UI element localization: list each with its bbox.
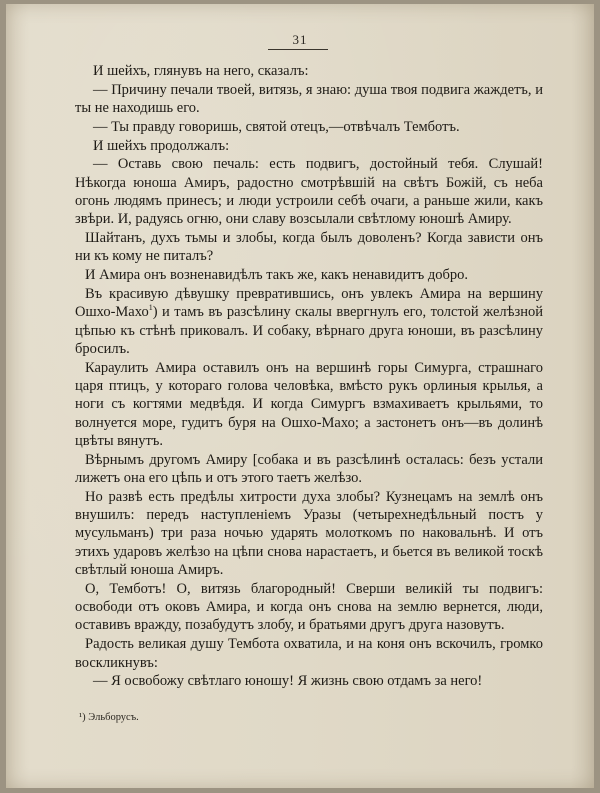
paragraph-text: Въ красивую дѣвушку превратившись, онъ увлекъ Амира на вершину Ошхо-Махо	[75, 286, 543, 321]
body-text	[75, 62, 543, 691]
paragraph: О, Темботъ! О, витязь благородный! Сверши великій ты подвигъ: освободи отъ оковъ Амира, и когда онъ снова на землю вернется, люди, оставивъ вражду, позабудутъ злобу, и братьями другъ друга назовутъ.	[75, 580, 543, 634]
paragraph: Караулить Амира оставилъ онъ на вершинѣ горы Симурга, страшнаго царя птицъ, у котораго голова человѣка, вмѣсто рукъ орлиныя крылья, а ноги съ когтями медвѣдя. И когда Симургъ взмахиваетъ крыльями, то волнуется море, гудитъ буря на Ошхо-Махо; а застонетъ онъ—въ долинѣ цвѣты вянутъ.	[75, 359, 543, 449]
paragraph: — Причину печали твоей, витязь, я знаю: душа твоя подвига жаждетъ, и ты не находишь его.	[75, 81, 543, 117]
paragraph: Вѣрнымъ другомъ Амиру [собака и въ разсѣлинѣ осталась: безъ устали лижетъ она его цѣпь и отъ этого таетъ желѣзо.	[75, 451, 543, 487]
paragraph: — Я освобожу свѣтлаго юношу! Я жизнь свою отдамъ за него!	[93, 673, 483, 690]
footnote-marker: ¹)	[79, 712, 86, 723]
footnote-text: Эльборусъ.	[88, 712, 139, 723]
paragraph: — Ты правду говоришь, святой отецъ,—отвѣчалъ Темботъ.	[93, 118, 460, 135]
paragraph-with-footnote	[75, 285, 543, 358]
footnote-reference: 1	[148, 303, 153, 313]
footnote	[79, 712, 139, 723]
page-number: 31	[292, 32, 308, 47]
book-page	[6, 4, 594, 788]
paragraph: Шайтанъ, духъ тьмы и злобы, когда былъ доволенъ? Когда зависти онъ ни къ кому не питалъ?	[75, 230, 543, 265]
paragraph-text: ) и тамъ въ разсѣлину скалы ввергнулъ его, толстой желѣзной цѣпью къ стѣнѣ приковалъ. И собаку, вѣрнаго друга юноши, въ разсѣлину бросилъ.	[75, 304, 543, 357]
paragraph: И Амира онъ возненавидѣлъ такъ же, какъ ненавидитъ добро.	[85, 267, 469, 284]
page-number-rule	[268, 49, 328, 50]
paragraph: И шейхъ, глянувъ на него, сказалъ:	[93, 63, 309, 79]
paragraph: — Оставь свою печаль: есть подвигъ, достойный тебя. Слушай! Нѣкогда юноша Амиръ, радостно смотрѣвшій на свѣтъ Божій, съ неба огонь людямъ принесъ; и люди устроили себѣ очаги, а раньше жили, какъ звѣри. И, радуясь огню, они славу возсылали свѣтлому юношѣ Амиру.	[75, 156, 543, 228]
paragraph: Радость великая душу Тембота охватила, и на коня онъ вскочилъ, громко воскликнувъ:	[75, 636, 543, 671]
paragraph: И шейхъ продолжалъ:	[93, 137, 230, 154]
paragraph: Но развѣ есть предѣлы хитрости духа злобы? Кузнецамъ на землѣ онъ внушилъ: передъ наступленіемъ Уразы (четырехнедѣльный постъ у мусульманъ) три раза ночью ударять молоткомъ по наковальнѣ. И отъ этихъ ударовъ желѣзо на цѣпи снова нарастаетъ, и бьется въ великой тоскѣ свѣтлый юноша Амиръ.	[75, 488, 543, 579]
